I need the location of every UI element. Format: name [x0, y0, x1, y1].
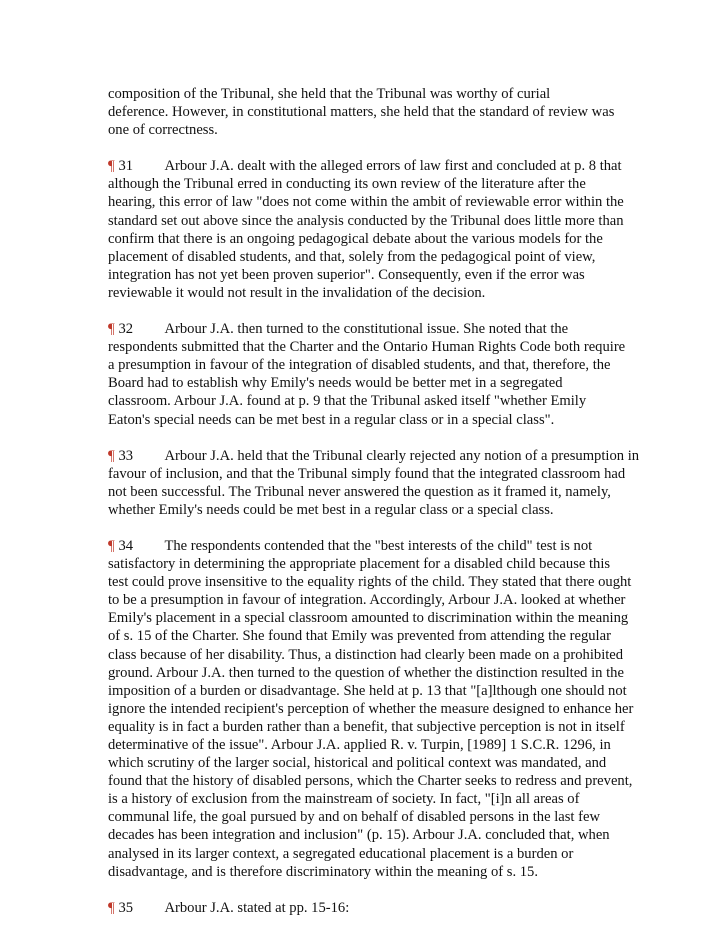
- paragraph-32: [108, 320, 668, 429]
- paragraph-first-line: [108, 320, 668, 338]
- text-line: confirm that there is an ongoing pedagogical debate about the various models for the: [108, 230, 603, 247]
- paragraph-first-line: [108, 537, 668, 555]
- text-line: Arbour J.A. then turned to the constitutional issue. She noted that the: [164, 321, 569, 338]
- text-line: found that the history of disabled persons, which the Charter seeks to redress and prevent,: [108, 773, 633, 790]
- text-line: placement of disabled students, and that, solely from the pedagogical point of view,: [108, 248, 596, 265]
- text-line: test could prove insensitive to the equality rights of the child. They stated that there ought: [108, 574, 632, 591]
- text-line: communal life, the goal pursued by and on behalf of disabled persons in the last few: [108, 809, 601, 826]
- text-line: hearing, this error of law "does not come within the ambit of reviewable error within the: [108, 194, 624, 211]
- text-line: integration has not yet been proven superior". Consequently, even if the error was: [108, 266, 585, 283]
- pilcrow-link-icon[interactable]: ¶: [108, 158, 115, 175]
- text-line: Arbour J.A. dealt with the alleged errors of law first and concluded at p. 8 that: [164, 158, 622, 175]
- text-line: satisfactory in determining the appropriate placement for a disabled child because this: [108, 556, 611, 573]
- text-line: ground. Arbour J.A. then turned to the question of whether the distinction resulted in the: [108, 664, 624, 681]
- paragraph-31: [108, 157, 668, 302]
- paragraph-number: 34: [118, 537, 134, 554]
- text-line: composition of the Tribunal, she held that the Tribunal was worthy of curial: [108, 86, 551, 102]
- paragraph-number: 32: [118, 321, 134, 338]
- paragraph-33: [108, 447, 668, 519]
- text-line: a presumption in favour of the integration of disabled students, and that, therefore, the: [108, 357, 611, 374]
- text-line: determinative of the issue". Arbour J.A. applied R. v. Turpin, [1989] 1 S.C.R. 1296, in: [108, 737, 611, 753]
- text-line: classroom. Arbour J.A. found at p. 9 that the Tribunal asked itself "whether Emily: [108, 393, 587, 410]
- text-line: is a history of exclusion from the mainstream of society. In fact, "[i]n all areas of: [108, 791, 580, 808]
- text-line: Emily's placement in a special classroom amounted to discrimination within the meaning: [108, 610, 629, 627]
- paragraph-number: 35: [118, 899, 134, 916]
- pilcrow-link-icon[interactable]: ¶: [108, 321, 115, 338]
- text-line: decades has been integration and inclusion" (p. 15). Arbour J.A. concluded that, when: [108, 827, 610, 844]
- paragraph-number: 33: [118, 447, 134, 464]
- pilcrow-link-icon[interactable]: ¶: [108, 899, 115, 916]
- text-line: equality is in fact a burden rather than a benefit, that subjective perception is not in itself: [108, 718, 625, 735]
- text-line: reviewable it would not result in the invalidation of the decision.: [108, 284, 486, 301]
- paragraph-first-line: [108, 447, 668, 465]
- paragraph-number: 31: [118, 158, 134, 175]
- text-line: Eaton's special needs can be met best in a regular class or in a special class".: [108, 411, 555, 428]
- text-line: favour of inclusion, and that the Tribunal simply found that the integrated classroom had: [108, 465, 626, 482]
- paragraph-34: [108, 537, 668, 881]
- text-line: of s. 15 of the Charter. She found that Emily was prevented from attending the regular: [108, 628, 611, 645]
- text-line: standard set out above since the analysis conducted by the Tribunal does little more than: [108, 212, 624, 229]
- text-line: to be a presumption in favour of integration. Accordingly, Arbour J.A. looked at whether: [108, 592, 626, 609]
- pilcrow-link-icon[interactable]: ¶: [108, 447, 115, 464]
- text-line: whether Emily's needs could be met best in a regular class or a special class.: [108, 501, 554, 518]
- text-line: which scrutiny of the larger social, historical and political context was mandated, and: [108, 755, 607, 772]
- paragraph-first-line: [108, 157, 668, 175]
- paragraph-continuation: [108, 85, 668, 139]
- document-page: [108, 85, 668, 935]
- text-line: although the Tribunal erred in conducting its own review of the literature after the: [108, 176, 586, 193]
- text-line: imposition of a burden or disadvantage. She held at p. 13 that "[a]lthough one should not: [108, 682, 627, 699]
- text-line: Arbour J.A. held that the Tribunal clearly rejected any notion of a presumption in: [164, 447, 640, 464]
- pilcrow-link-icon[interactable]: ¶: [108, 537, 115, 554]
- text-line: disadvantage, and is therefore discriminatory within the meaning of s. 15.: [108, 863, 538, 880]
- paragraph-35: [108, 899, 668, 917]
- text-line: Board had to establish why Emily's needs would be better met in a segregated: [108, 375, 563, 392]
- text-line: Arbour J.A. stated at pp. 15-16:: [164, 899, 350, 916]
- text-line: deference. However, in constitutional matters, she held that the standard of review was: [108, 104, 615, 121]
- text-line: ignore the intended recipient's perception of whether the measure designed to enhance her: [108, 700, 634, 717]
- paragraph-first-line: [108, 899, 668, 917]
- text-line: respondents submitted that the Charter and the Ontario Human Rights Code both require: [108, 339, 626, 356]
- text-line: The respondents contended that the "best interests of the child" test is not: [164, 537, 593, 554]
- text-line: class because of her disability. Thus, a distinction had clearly been made on a prohibited: [108, 646, 624, 663]
- text-line: one of correctness.: [108, 122, 218, 139]
- text-line: analysed in its larger context, a segregated educational placement is a burden or: [108, 845, 574, 862]
- text-line: not been successful. The Tribunal never answered the question as it framed it, namely,: [108, 483, 611, 500]
